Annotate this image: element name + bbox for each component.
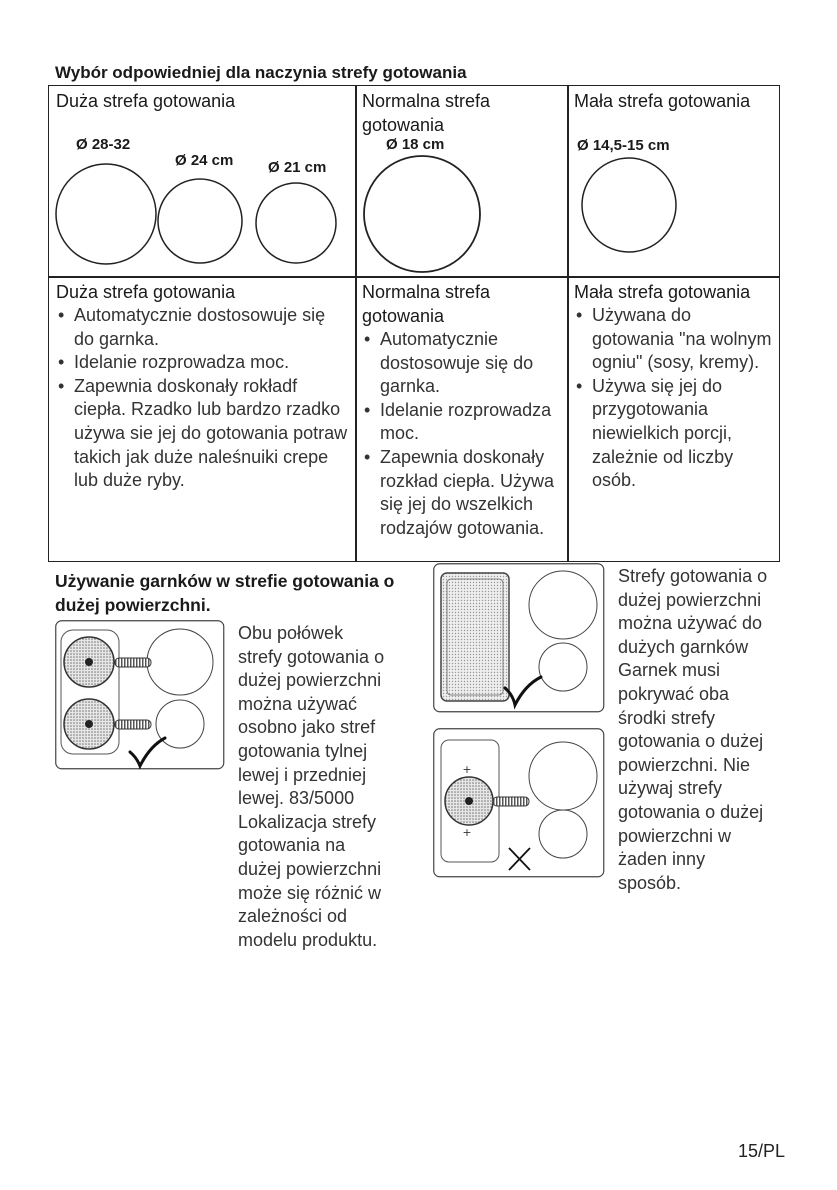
normal-zone-heading: Normalna strefa gotowania bbox=[362, 282, 491, 326]
zone-circle bbox=[529, 571, 597, 639]
large-zone-description bbox=[56, 280, 348, 493]
zone-circles bbox=[49, 86, 779, 276]
zone-circle-28-32 bbox=[56, 164, 156, 264]
table-divider bbox=[49, 276, 779, 278]
zone-center-marker: + bbox=[462, 763, 472, 776]
zone-circle bbox=[156, 700, 204, 748]
zone-center-dot bbox=[85, 658, 93, 666]
header-normal-zone: Normalna strefa gotowania bbox=[362, 91, 491, 135]
list-item: • Używa się jej do przygotowania niewielkich porcji, zależnie od liczby osób. bbox=[574, 375, 774, 493]
list-item: • Automatycznie dostosowuje się do garnka. bbox=[56, 304, 348, 351]
dim-24: Ø 24 cm bbox=[175, 152, 234, 169]
small-zone-description bbox=[574, 280, 774, 493]
zone-center-marker: + bbox=[462, 826, 472, 839]
normal-zone-description bbox=[362, 280, 562, 540]
zone-circle-14-15 bbox=[582, 158, 676, 252]
text-right: Strefy gotowania o dużej powierzchni można używać do dużych garnków Garnek musi pokrywać oba środki strefy gotowania o dużej powierzchni. Nie używaj strefy gotowania o dużej powierzchni w żaden inny sposób. bbox=[618, 566, 768, 893]
section-heading: Używanie garnków w strefie gotowania o dużej powierzchni. bbox=[55, 571, 395, 615]
zone-circle bbox=[539, 810, 587, 858]
zone-circle bbox=[539, 643, 587, 691]
illustration-pan-incorrect bbox=[433, 728, 605, 880]
dim-14-15: Ø 14,5-15 cm bbox=[577, 137, 670, 154]
text-left: Obu połówek strefy gotowania o dużej powierzchni można używać osobno jako stref gotowania tylnej lewej i przedniej lewej. 83/5000 Lokalizacja strefy gotowania na dużej powierzchni może się różnić w zależności od modelu produktu. bbox=[238, 623, 385, 950]
illustration-large-pan-correct bbox=[433, 563, 605, 713]
header-large-zone: Duża strefa gotowania bbox=[56, 91, 236, 111]
pan-handle bbox=[493, 797, 529, 806]
pan-handle bbox=[115, 658, 151, 667]
list-item: • Automatycznie dostosowuje się do garnka. bbox=[362, 328, 562, 399]
zone-circle-24 bbox=[158, 179, 242, 263]
large-zone-heading: Duża strefa gotowania bbox=[56, 282, 236, 302]
illustration-two-pans bbox=[55, 620, 225, 772]
list-item: • Zapewnia doskonały rozkład ciepła. Używa się jej do wszelkich rodzajów gotowania. bbox=[362, 446, 562, 540]
header-small-zone: Mała strefa gotowania bbox=[574, 91, 751, 111]
page-number: 15/PL bbox=[737, 1141, 785, 1161]
cooking-zone-table bbox=[48, 85, 780, 562]
zone-center-dot bbox=[465, 797, 473, 805]
pan-handle bbox=[115, 720, 151, 729]
list-item: • Zapewnia doskonały rokładf ciepła. Rzadko lub bardzo rzadko używa sie jej do gotowania potraw takich jak duże naleśnuiki crepe lub duże ryby. bbox=[56, 375, 348, 493]
list-item: • Używana do gotowania "na wolnym ogniu" (sosy, kremy). bbox=[574, 304, 774, 375]
page-title: Wybór odpowiedniej dla naczynia strefy gotowania bbox=[55, 63, 467, 82]
list-item: • Idelanie rozprowadza moc. bbox=[56, 351, 348, 375]
zone-circle-18 bbox=[364, 156, 480, 272]
zone-circle bbox=[529, 742, 597, 810]
dim-28-32: Ø 28-32 bbox=[76, 136, 131, 153]
small-zone-heading: Mała strefa gotowania bbox=[574, 282, 751, 302]
list-item: • Idelanie rozprowadza moc. bbox=[362, 399, 562, 446]
zone-center-dot bbox=[85, 720, 93, 728]
zone-circle-21 bbox=[256, 183, 336, 263]
dim-21: Ø 21 cm bbox=[268, 159, 327, 176]
large-pan-icon bbox=[441, 573, 509, 701]
zone-circle bbox=[147, 629, 213, 695]
dim-18: Ø 18 cm bbox=[386, 136, 445, 153]
